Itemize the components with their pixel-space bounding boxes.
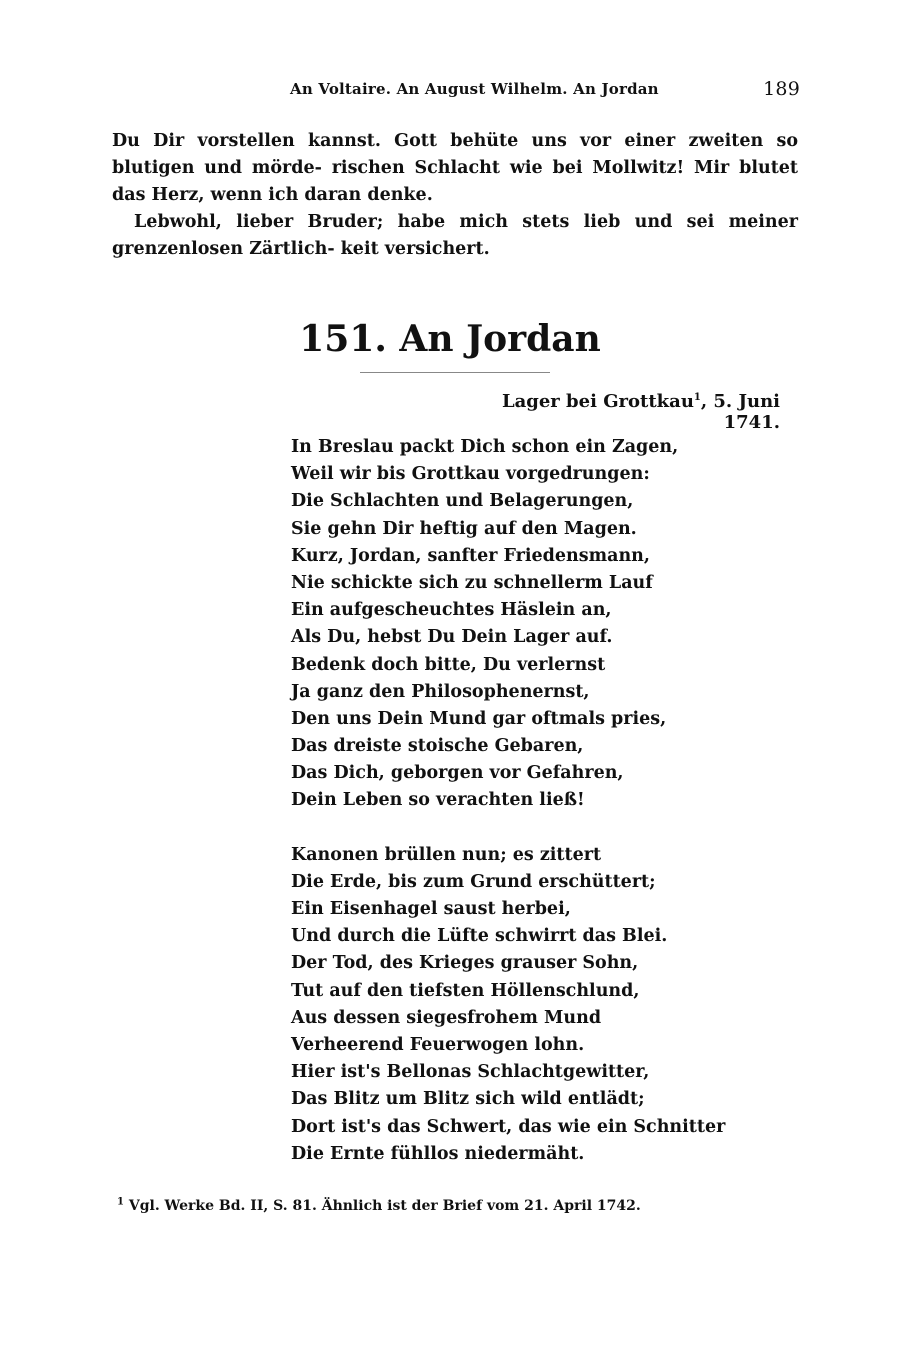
verse-line: Den uns Dein Mund gar oftmals pries, bbox=[291, 708, 667, 729]
footnote-text: Vgl. Werke Bd. II, S. 81. Ähnlich ist der Brief vom 21. April 1742. bbox=[123, 1198, 641, 1214]
verse-line: Das dreiste stoische Gebaren, bbox=[291, 736, 584, 757]
verse-line: Ein aufgescheuchtes Häslein an, bbox=[291, 600, 612, 621]
verse-line: Ein Eisenhagel saust herbei, bbox=[291, 899, 571, 919]
verse-line: Dein Leben so verachten ließ! bbox=[291, 790, 585, 811]
verse-line: Der Tod, des Krieges grauser Sohn, bbox=[291, 953, 639, 974]
verse-line: Dort ist's das Schwert, das wie ein Schnitter bbox=[291, 1116, 726, 1137]
verse-line: Das Dich, geborgen vor Gefahren, bbox=[291, 763, 624, 784]
letter-title: 151. An Jordan bbox=[299, 318, 601, 360]
verse-line: Hier ist's Bellonas Schlachtgewitter, bbox=[291, 1062, 650, 1083]
prose-paragraph: Lebwohl, lieber Bruder; habe mich stets lieb und sei meiner grenzenlosen Zärtlich- keit versichert. bbox=[112, 212, 798, 259]
verse-line: In Breslau packt Dich schon ein Zagen, bbox=[291, 437, 679, 457]
verse-line: Sie gehn Dir heftig auf den Magen. bbox=[291, 518, 637, 539]
dateline bbox=[480, 391, 780, 433]
verse-line: Bedenk doch bitte, Du verlernst bbox=[291, 654, 606, 675]
footnote-reference: 1 bbox=[693, 392, 701, 403]
verse-line: Kanonen brüllen nun; es zittert bbox=[291, 844, 602, 865]
stanza bbox=[291, 842, 726, 1168]
verse-line: Die Erde, bis zum Grund erschüttert; bbox=[291, 871, 656, 892]
poem bbox=[291, 434, 726, 1168]
footnote-mark: 1 bbox=[117, 1196, 124, 1208]
verse-line: Und durch die Lüfte schwirrt das Blei. bbox=[291, 926, 668, 947]
verse-line: Das Blitz um Blitz sich wild entlädt; bbox=[291, 1089, 645, 1110]
running-head bbox=[290, 80, 800, 98]
running-head-title: An Voltaire. An August Wilhelm. An Jordan bbox=[290, 80, 659, 98]
page-number: 189 bbox=[763, 78, 800, 100]
stanza bbox=[291, 434, 711, 815]
verse-line: Kurz, Jordan, sanfter Friedensmann, bbox=[291, 545, 650, 566]
verse-line: Aus dessen siegesfrohem Mund bbox=[291, 1007, 602, 1028]
prose-paragraph: Du Dir vorstellen kannst. Gott behüte uns vor einer zweiten so blutigen und mörde- rischen Schlacht wie bei Mollwitz! Mir blutet das Herz, wenn ich daran denke. bbox=[112, 131, 798, 205]
dateline-date: , 5. Juni 1741. bbox=[700, 391, 780, 433]
verse-line: Die Ernte fühllos niedermäht. bbox=[291, 1143, 585, 1164]
verse-line: Als Du, hebst Du Dein Lager auf. bbox=[291, 627, 613, 648]
verse-line: Ja ganz den Philosophenernst, bbox=[291, 681, 590, 702]
title-rule bbox=[360, 372, 550, 373]
dateline-place: Lager bei Grottkau bbox=[501, 391, 694, 412]
verse-line: Verheerend Feuerwogen lohn. bbox=[291, 1034, 585, 1055]
verse-line: Tut auf den tiefsten Höllenschlund, bbox=[291, 980, 640, 1001]
footnote bbox=[117, 1198, 817, 1214]
verse-line: Weil wir bis Grottkau vorgedrungen: bbox=[291, 464, 650, 485]
verse-line: Die Schlachten und Belagerungen, bbox=[291, 491, 634, 512]
verse-line: Nie schickte sich zu schnellerm Lauf bbox=[291, 572, 653, 593]
prose-block bbox=[112, 128, 798, 263]
